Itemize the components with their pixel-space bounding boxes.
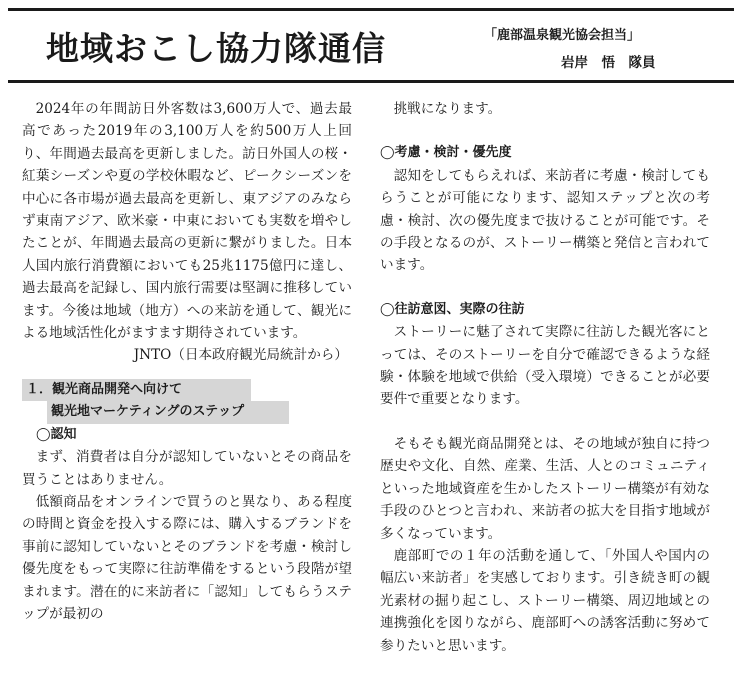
spacer	[380, 411, 710, 433]
closing-paragraph-1: そもそも観光商品開発とは、その地域が独自に持つ歴史や文化、自然、産業、生活、人とのコミュニティといった地域資産を生かしたストーリー構築が有効な手段のひとつと言われ、来訪者の拡大を目指す地域が多くなっています。	[380, 435, 710, 542]
source-citation: JNTO（日本政府観光局統計から）	[133, 347, 348, 364]
newsletter-header	[8, 8, 734, 83]
spacer	[380, 277, 710, 299]
consideration-paragraph: 認知をしてもらえれば、来訪者に考慮・検討してもらうことが可能になります、認知ステップと次の考慮・検討、次の優先度まで抜けることが可能です。その手段となるのが、ストーリー構築と発信と言われています。	[380, 167, 710, 274]
author-department: 「鹿部温泉観光協会担当」	[484, 28, 641, 43]
author-name: 岩岸 悟 隊員	[561, 55, 656, 71]
visit-heading: ◯往訪意図、実際の往訪	[380, 301, 525, 317]
closing-paragraph-2: 鹿部町での１年の活動を通して、「外国人や国内の幅広い来訪者」を実感しております。引き続き町の観光素材の掘り起こし、ストーリー構築、周辺地域との連携強化を図りながら、鹿部町への誘客活動に努めて参りたいと思います。	[380, 547, 710, 654]
cognition-heading: ◯認知	[36, 426, 77, 442]
continuation-text: 挑戦になります。	[393, 101, 502, 117]
section-subheading: 観光地マーケティングのステップ	[47, 401, 289, 423]
cognition-paragraph-1: まず、消費者は自分が認知していないとその商品を買うことはありません。	[22, 449, 352, 488]
intro-paragraph: 2024年の年間訪日外客数は3,600万人で、過去最高であった2019年の3,100万人を約500万人上回り、年間過去最高を更新しました。訪日外国人の桜・紅葉シーズンや夏の学校休暇など、ピークシーズンを中心に各市場が過去最高を更新し、東アジアのみならず東南アジア、欧米豪・中東においても実数を増やしたことが、年間過去最高の更新に繋がりました。日本人国内旅行消費額においても25兆1175億円に達し、過去最高を記録し、国内旅行需要は堅調に推移しています。今後は地域（地方）への来訪を通して、観光による地域活性化がますます期待されています。	[22, 101, 352, 342]
right-column	[380, 98, 710, 657]
cognition-paragraph-2: 低額商品をオンラインで買うのと異なり、ある程度の時間と資金を投入する際には、購入するブランドを事前に認知していないとそのブランドを考慮・検討し優先度をもって実際に往訪準備をするという段階が望まれます。潜在的に来訪者に「認知」してもらうステップが最初の	[22, 493, 352, 622]
consideration-heading: ◯考慮・検討・優先度	[380, 145, 512, 161]
visit-paragraph: ストーリーに魅了されて実際に往訪した観光客にとっては、そのストーリーを自分で確認できるような経験・体験を地域で供給（受入環境）できることが必要要件で重要となります。	[380, 324, 710, 408]
section-heading: １．観光商品開発へ向けて	[22, 379, 251, 401]
spacer	[22, 367, 352, 379]
spacer	[380, 120, 710, 142]
left-column	[22, 98, 352, 625]
newsletter-title: 地域おこし協力隊通信	[46, 29, 386, 68]
